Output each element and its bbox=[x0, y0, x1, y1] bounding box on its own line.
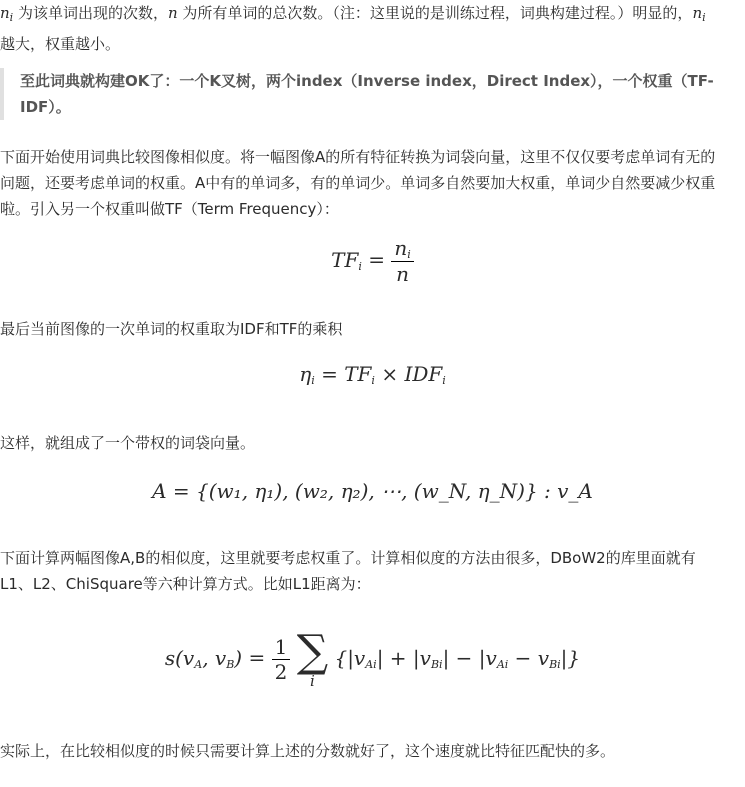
paragraph-product: 最后当前图像的一次单词的权重取为IDF和TF的乘积 bbox=[0, 320, 343, 338]
paragraph-tf-intro: 下面开始使用词典比较图像相似度。将一幅图像A的所有特征转换为词袋向量，这里不仅仅要考虑单词有无的问题，还要考虑单词的权重。A中有的单词多，有的单词少。单词多自然要加大权重，单词少自然要减少权重啦。引入另一个权重叫做TF（Term Frequency）： bbox=[0, 148, 716, 218]
math-n-i: $n_i$ bbox=[0, 4, 14, 24]
blockquote-summary: 至此词典就构建OK了：一个K叉树，两个index（Inverse index，Direct Index），一个权重（TF-IDF）。 bbox=[0, 68, 720, 120]
paragraph-final: 实际上，在比较相似度的时候只需要计算上述的分数就好了，这个速度就比特征匹配快的多。 bbox=[0, 742, 616, 760]
math-n: n bbox=[167, 4, 178, 22]
paragraph-vector: 这样，就组成了一个带权的词袋向量。 bbox=[0, 434, 256, 452]
formula-vector: A = {(w₁, η₁), (w₂, η₂), ⋯, (w_N, η_N)} : v_A bbox=[152, 479, 593, 503]
math-n-i-2: $n_i$ bbox=[692, 4, 706, 24]
paragraph-similarity: 下面计算两幅图像A,B的相似度，这里就要考虑权重了。计算相似度的方法由很多，DBoW2的库里面就有L1、L2、ChiSquare等六种计算方式。比如L1距离为： bbox=[0, 549, 696, 593]
formula-tf: $TF_i$ = $\frac{n_i}{n}$ bbox=[0, 236, 745, 286]
formula-eta: $\eta_i = TF_i \times IDF_i$ bbox=[299, 362, 446, 387]
paragraph-ni-definition: $n_i$ 为该单词出现的次数，n 为所有单词的总次数。（注：这里说的是训练过程，词典构建过程。）明显的，$n_i$ 越大，权重越小。 bbox=[0, 4, 706, 53]
formula-l1: $s(v_A$, $v_B$) = $\frac{1}{2}$ ∑ i $\{|v_{Ai}| + |v_{Bi}| - |v_{Ai} - v_{Bi}|\}$ bbox=[164, 626, 581, 690]
sum-symbol: ∑ i bbox=[296, 626, 329, 690]
half-fraction: $\frac{1}{2}$ bbox=[272, 635, 291, 684]
tf-fraction: $\frac{n_i}{n}$ bbox=[391, 236, 413, 286]
